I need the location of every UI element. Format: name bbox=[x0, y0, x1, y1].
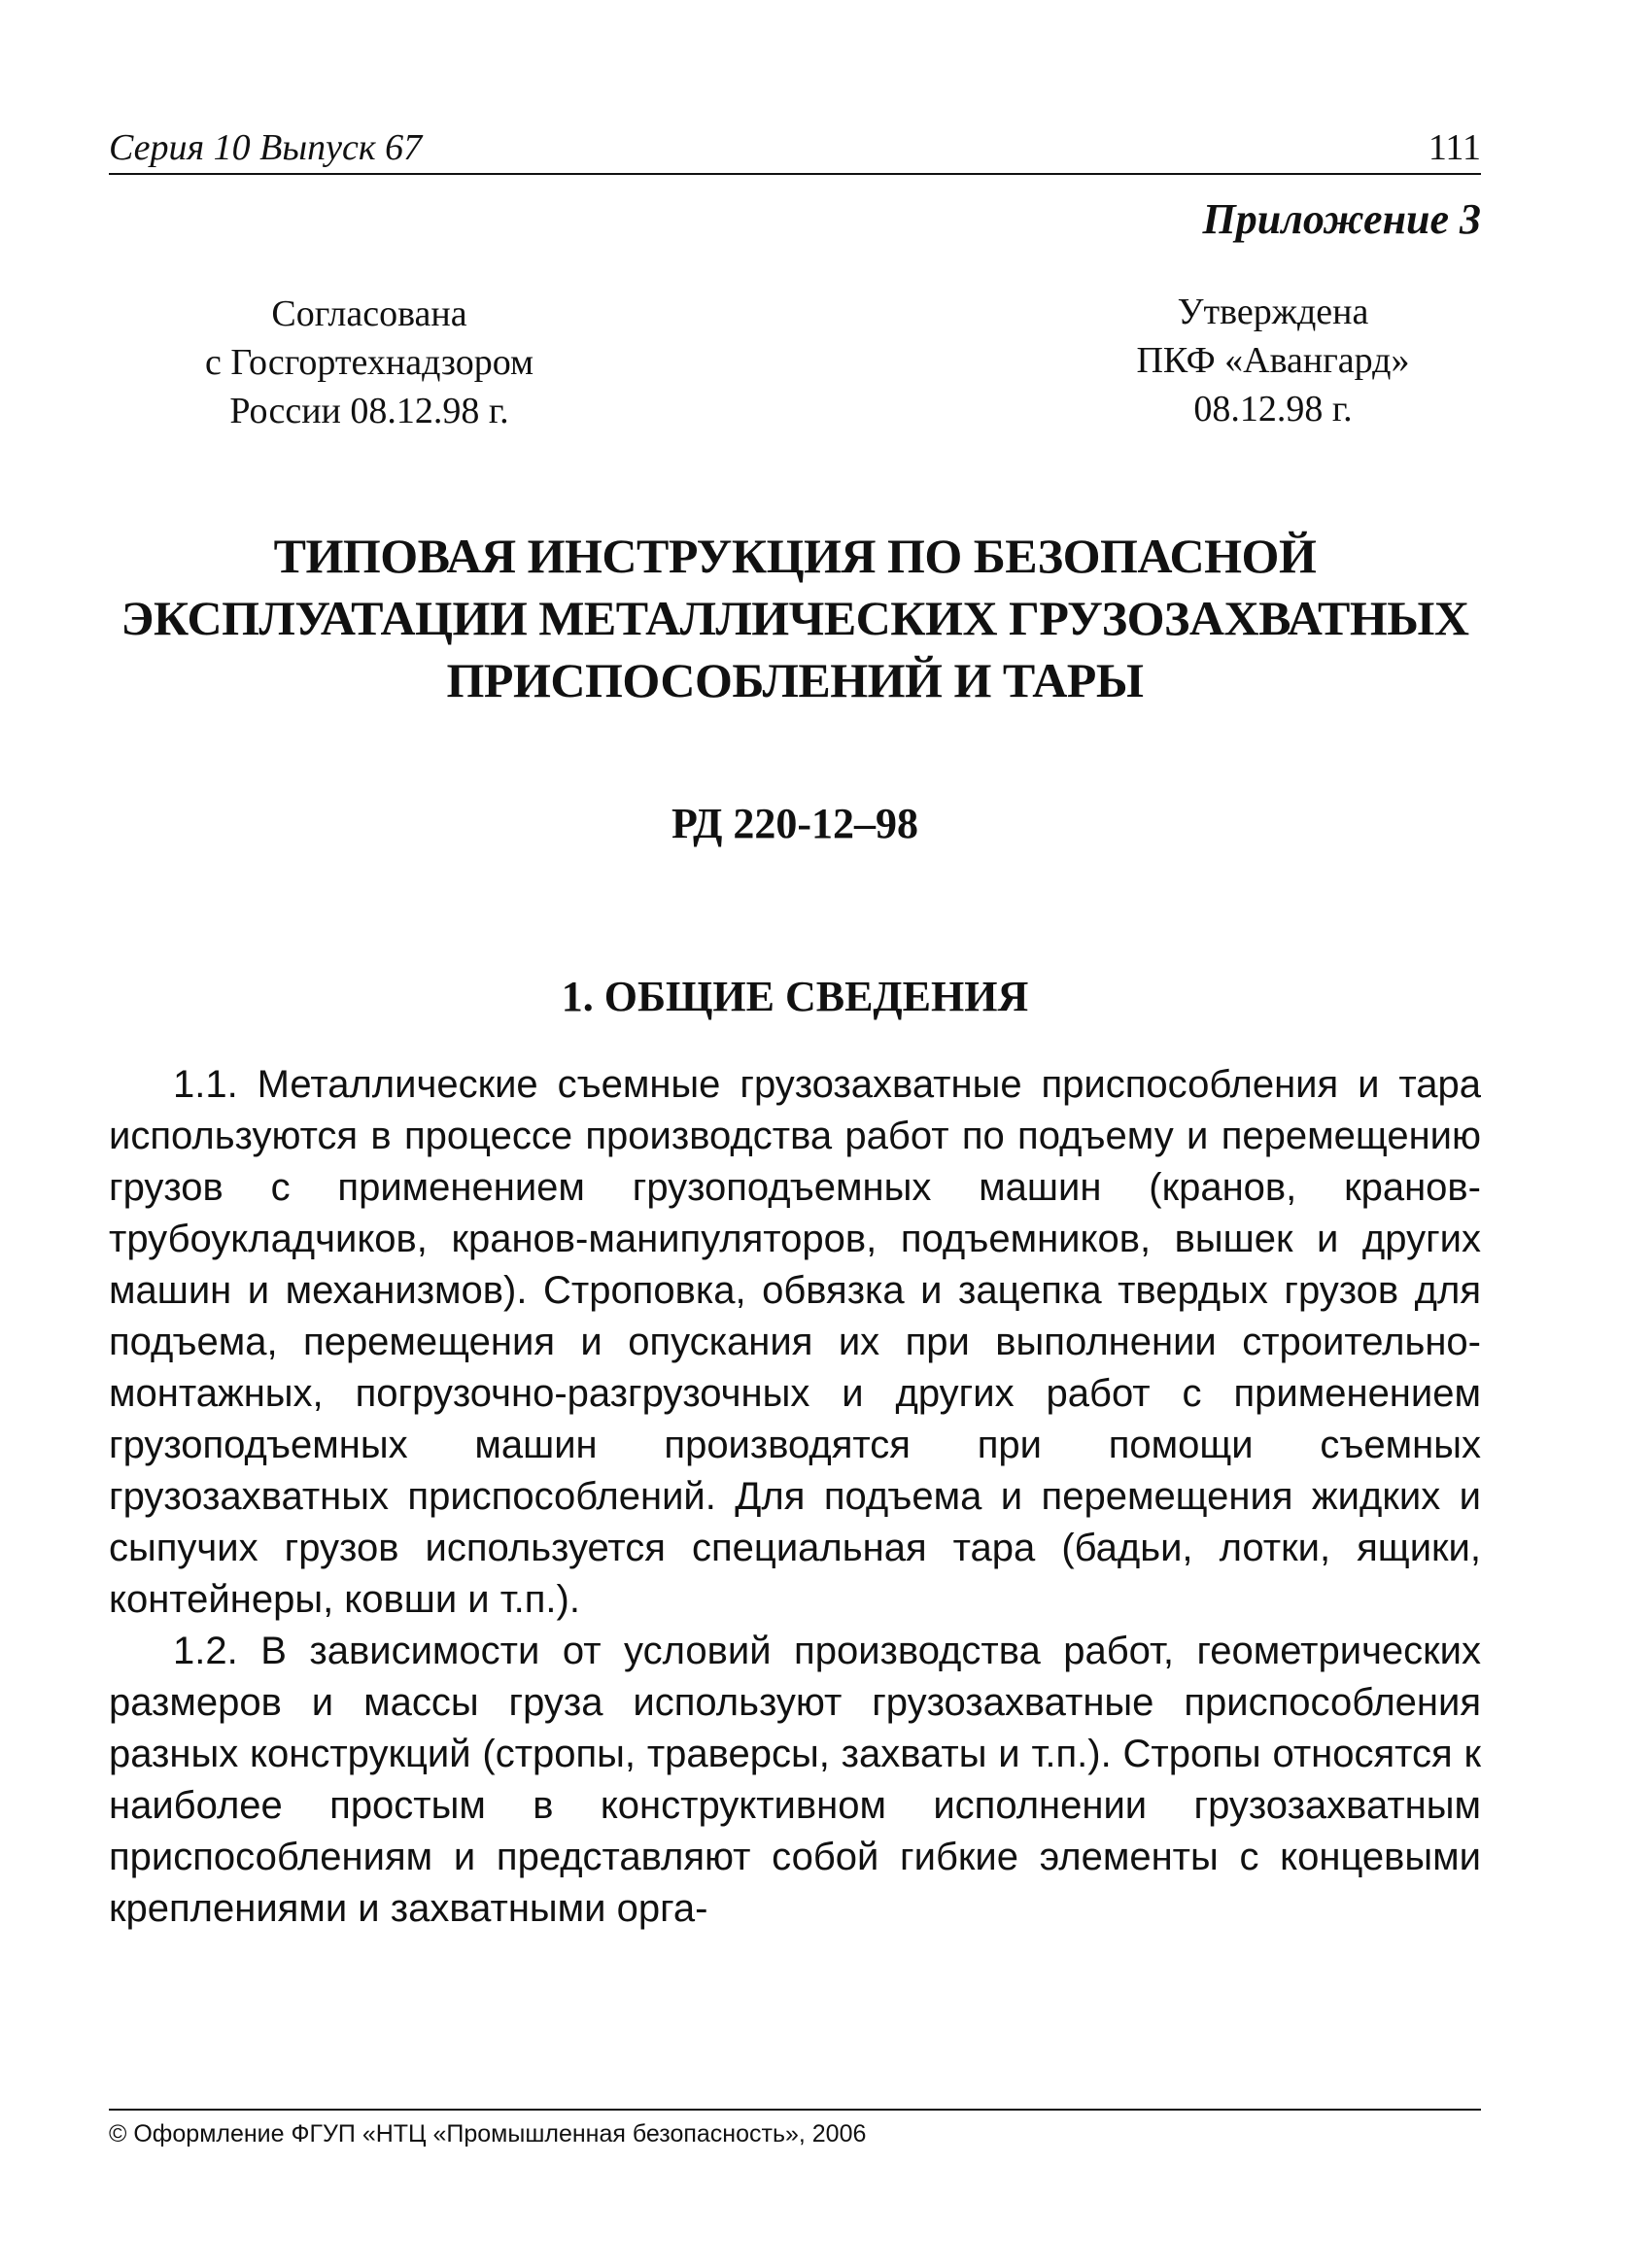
approval-right-line3: 08.12.98 г. bbox=[1193, 389, 1353, 430]
series-label: Серия 10 Выпуск 67 bbox=[109, 127, 423, 168]
appendix-label: Приложение 3 bbox=[1202, 195, 1481, 243]
body-text bbox=[109, 1059, 1481, 1935]
running-header bbox=[109, 124, 1481, 175]
title-line-2: ЭКСПЛУАТАЦИИ МЕТАЛЛИЧЕСКИХ ГРУЗОЗАХВАТНЫХ bbox=[120, 591, 1469, 645]
approval-block-approved bbox=[1098, 288, 1448, 433]
footer-divider bbox=[109, 2109, 1481, 2111]
document-code: РД 220-12–98 bbox=[671, 800, 919, 847]
copyright-footer: © Оформление ФГУП «НТЦ «Промышленная безопасность», 2006 bbox=[109, 2120, 867, 2148]
document-title bbox=[109, 525, 1481, 711]
page-number: 111 bbox=[1428, 127, 1481, 168]
title-line-1: ТИПОВАЯ ИНСТРУКЦИЯ ПО БЕЗОПАСНОЙ bbox=[273, 529, 1317, 583]
approval-right-line1: Утверждена bbox=[1177, 292, 1369, 332]
approval-left-line1: Согласована bbox=[271, 293, 467, 334]
approval-left-line3: России 08.12.98 г. bbox=[229, 391, 509, 431]
title-line-3: ПРИСПОСОБЛЕНИЙ И ТАРЫ bbox=[446, 653, 1144, 707]
approval-left-line2: с Госгортехнадзором bbox=[204, 342, 534, 383]
paragraph-1-2: 1.2. В зависимости от условий производства работ, геометрических размеров и массы груза используют грузозахватные приспособления разных конструкций (стропы, траверсы, захваты и т.п.). Стропы относятся к наиболее простым в конструктивном исполнении грузозахватным приспособлениям и представляют собой гибкие элементы с концевыми креплениями и захватными орга- bbox=[109, 1630, 1481, 1930]
approval-right-line2: ПКФ «Авангард» bbox=[1136, 340, 1410, 381]
section-heading: 1. ОБЩИЕ СВЕДЕНИЯ bbox=[561, 973, 1029, 1020]
approval-block-agreed bbox=[146, 290, 593, 435]
paragraph-1-1: 1.1. Металлические съемные грузозахватные приспособления и тара используются в процессе производства работ по подъему и перемещению грузов с применением грузоподъемных машин (кранов, кранов-трубоукладчиков, кранов-манипуляторов, подъемников, вышек и других машин и механизмов). Строповка, обвязка и зацепка твердых грузов для подъема, перемещения и опускания их при выполнении строительно-монтажных, погрузочно-разгрузочных и других работ с применением грузоподъемных машин производятся при помощи съемных грузозахватных приспособлений. Для подъема и перемещения жидких и сыпучих грузов используется специальная тара (бадьи, лотки, ящики, контейнеры, ковши и т.п.). bbox=[109, 1063, 1481, 1621]
